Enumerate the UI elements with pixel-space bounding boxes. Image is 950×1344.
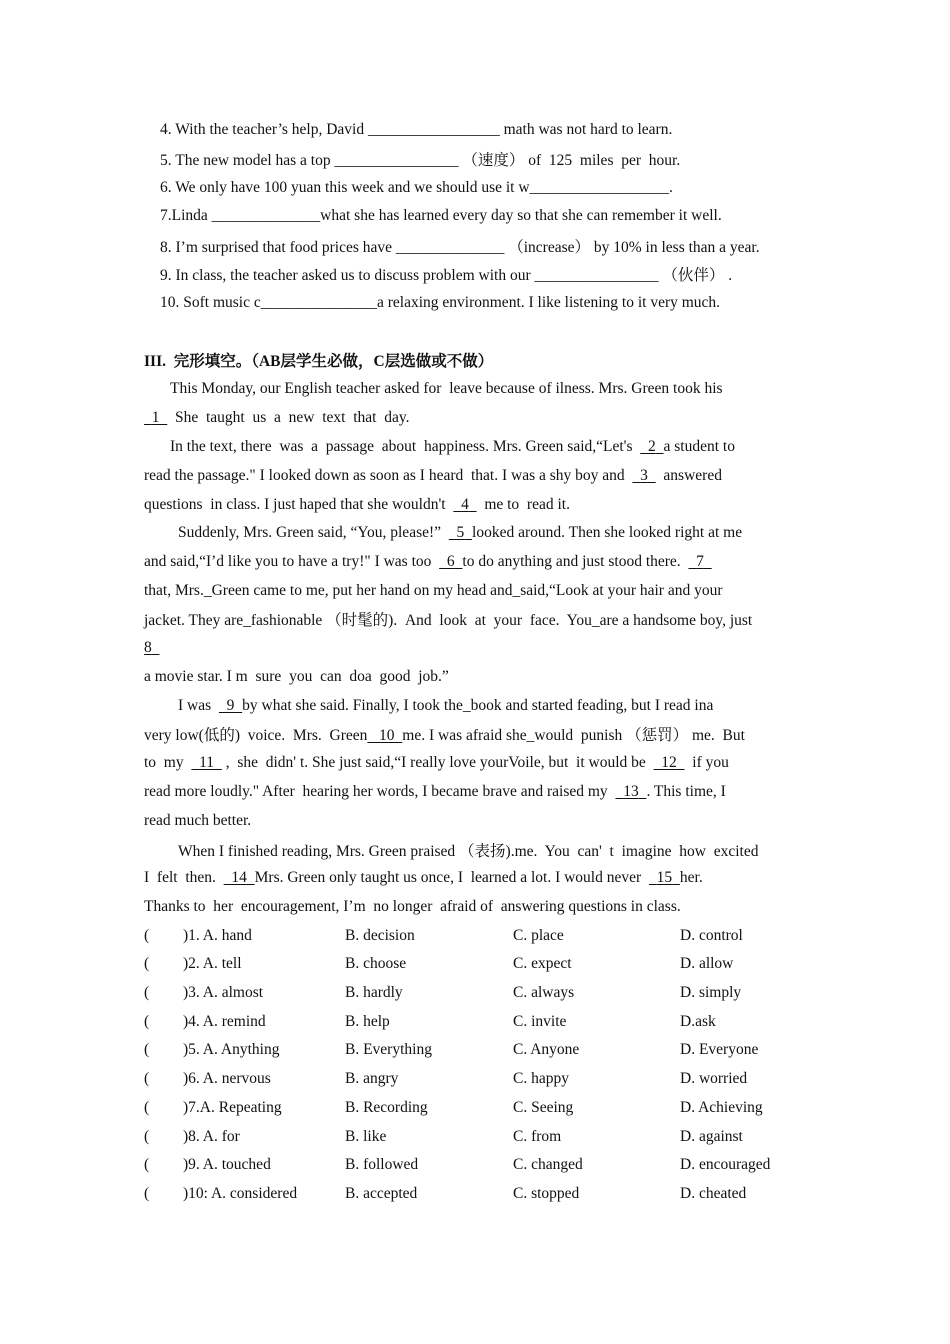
passage-line: a movie star. I m sure you can doa good job.” <box>144 668 449 685</box>
blank-1: 1 <box>151 409 160 426</box>
option-c: C. changed <box>513 1156 583 1173</box>
option-b: B. like <box>345 1128 387 1145</box>
blank-10: 10 <box>379 727 395 744</box>
option-d: D. cheated <box>680 1185 747 1202</box>
option-a: )3. A. almost <box>183 984 264 1001</box>
passage-line: Thanks to her encouragement, I’m no longer afraid of answering questions in class. <box>144 898 681 915</box>
passage-line: questions in class. I just haped that she wouldn't 4 me to read it. <box>144 496 570 513</box>
option-b: B. followed <box>345 1156 419 1173</box>
fill-in-sentence-10: 10. Soft music c_______________a relaxing environment. I like listening to it very much. <box>160 294 721 311</box>
option-b: B. accepted <box>345 1185 418 1202</box>
passage-line: jacket. They are_fashionable （时髦的). And look at your face. You_are a handsome boy, just <box>144 612 753 629</box>
blank-15: 15 <box>656 869 673 886</box>
answer-paren[interactable]: ( <box>144 1013 150 1030</box>
option-b: B. help <box>345 1013 390 1030</box>
option-c: C. from <box>513 1128 562 1145</box>
option-a: )2. A. tell <box>183 955 242 972</box>
option-a: )6. A. nervous <box>183 1070 271 1087</box>
blank-6: 6 <box>446 553 455 570</box>
passage-line <box>144 638 160 658</box>
passage-line: When I finished reading, Mrs. Green praised （表扬).me. You can' t imagine how excited <box>178 843 759 860</box>
option-d: D. worried <box>680 1070 748 1087</box>
answer-paren[interactable]: ( <box>144 1070 150 1087</box>
option-a: )5. A. Anything <box>183 1041 280 1058</box>
option-b: B. hardly <box>345 984 403 1001</box>
option-a: )7.A. Repeating <box>183 1099 282 1116</box>
passage-line: read much better. <box>144 812 252 829</box>
answer-paren[interactable]: ( <box>144 1156 150 1173</box>
option-c: C. Seeing <box>513 1099 574 1116</box>
blank-9: 9 <box>226 697 235 714</box>
blank-14: 14 <box>231 869 247 886</box>
blank-4: 4 <box>461 496 469 513</box>
option-a: )8. A. for <box>183 1128 240 1145</box>
option-d: D. Everyone <box>680 1041 759 1058</box>
fill-in-sentence-9: 9. In class, the teacher asked us to discuss problem with our ________________ （伙伴） . <box>160 267 733 284</box>
fill-in-sentence-5: 5. The new model has a top ________________ （速度） of 125 miles per hour. <box>160 152 681 169</box>
blank-7: 7 <box>696 553 704 570</box>
fill-in-sentence-8: 8. I’m surprised that food prices have ______________ （increase） by 10% in less than a year. <box>160 239 760 256</box>
passage-line: and said,“I’d like you to have a try!" I was too 6 to do anything and just stood there. 7 <box>144 552 712 572</box>
section-title: III. 完形填空。（AB层学生必做，C层选做或不做） <box>144 353 494 370</box>
option-c: C. happy <box>513 1070 569 1087</box>
answer-paren[interactable]: ( <box>144 955 150 972</box>
answer-paren[interactable]: ( <box>144 927 150 944</box>
answer-paren[interactable]: ( <box>144 1041 150 1058</box>
blank-5: 5 <box>456 524 465 541</box>
option-d: D. Achieving <box>680 1099 763 1116</box>
passage-line: I felt then. 14 Mrs. Green only taught us once, I learned a lot. I would never 15 her. <box>144 869 703 886</box>
answer-paren[interactable]: ( <box>144 1128 150 1145</box>
option-b: B. choose <box>345 955 407 972</box>
answer-paren[interactable]: ( <box>144 984 150 1001</box>
passage-line: This Monday, our English teacher asked for leave because of ilness. Mrs. Green took his <box>170 380 723 397</box>
passage-line: I was 9 by what she said. Finally, I took the_book and started feading, but I read ina <box>178 697 714 714</box>
answer-paren[interactable]: ( <box>144 1099 150 1116</box>
blank-8: 8 <box>144 639 152 656</box>
option-d: D.ask <box>680 1013 716 1030</box>
option-c: C. stopped <box>513 1185 580 1202</box>
passage-line: Suddenly, Mrs. Green said, “You, please!” 5 looked around. Then she looked right at me <box>178 524 743 541</box>
option-c: C. place <box>513 927 564 944</box>
option-a: )1. A. hand <box>183 927 252 944</box>
passage-line: In the text, there was a passage about happiness. Mrs. Green said,“Let's 2 a student to <box>170 438 735 455</box>
blank-13: 13 <box>623 783 639 800</box>
fill-in-sentence-7: 7.Linda ______________what she has learned every day so that she can remember it well. <box>160 207 722 224</box>
answer-paren[interactable]: ( <box>144 1185 150 1202</box>
passage-line: that, Mrs._Green came to me, put her hand on my head and_said,“Look at your hair and your <box>144 582 723 599</box>
option-d: D. encouraged <box>680 1156 771 1173</box>
passage-line: 1 She taught us a new text that day. <box>144 408 409 428</box>
option-a: )10: A. considered <box>183 1185 298 1202</box>
option-d: D. allow <box>680 955 734 972</box>
option-b: B. Recording <box>345 1099 428 1116</box>
option-b: B. Everything <box>345 1041 432 1058</box>
option-b: B. decision <box>345 927 415 944</box>
option-d: D. against <box>680 1128 743 1145</box>
passage-line: read more loudly." After hearing her words, I became brave and raised my 13 . This time, I <box>144 783 726 800</box>
blank-3: 3 <box>640 467 648 484</box>
blank-2: 2 <box>648 438 656 455</box>
passage-line: to my 11 , she didn' t. She just said,“I really love yourVoile, but it would be 12 if you <box>144 754 729 771</box>
option-b: B. angry <box>345 1070 399 1087</box>
option-c: C. always <box>513 984 575 1001</box>
option-c: C. expect <box>513 955 572 972</box>
fill-in-sentence-4: 4. With the teacher’s help, David _________________ math was not hard to learn. <box>160 121 673 138</box>
option-d: D. control <box>680 927 743 944</box>
blank-12: 12 <box>661 754 677 771</box>
option-a: )4. A. remind <box>183 1013 266 1030</box>
option-d: D. simply <box>680 984 742 1001</box>
option-c: C. Anyone <box>513 1041 580 1058</box>
option-c: C. invite <box>513 1013 567 1030</box>
blank-11: 11 <box>199 754 215 771</box>
passage-line: very low(低的) voice. Mrs. Green 10 me. I was afraid she_would punish （惩罚） me. But <box>144 727 745 744</box>
passage-line: read the passage." I looked down as soon as I heard that. I was a shy boy and 3 answered <box>144 467 722 484</box>
fill-in-sentence-6: 6. We only have 100 yuan this week and we should use it w__________________. <box>160 179 673 196</box>
option-a: )9. A. touched <box>183 1156 271 1173</box>
